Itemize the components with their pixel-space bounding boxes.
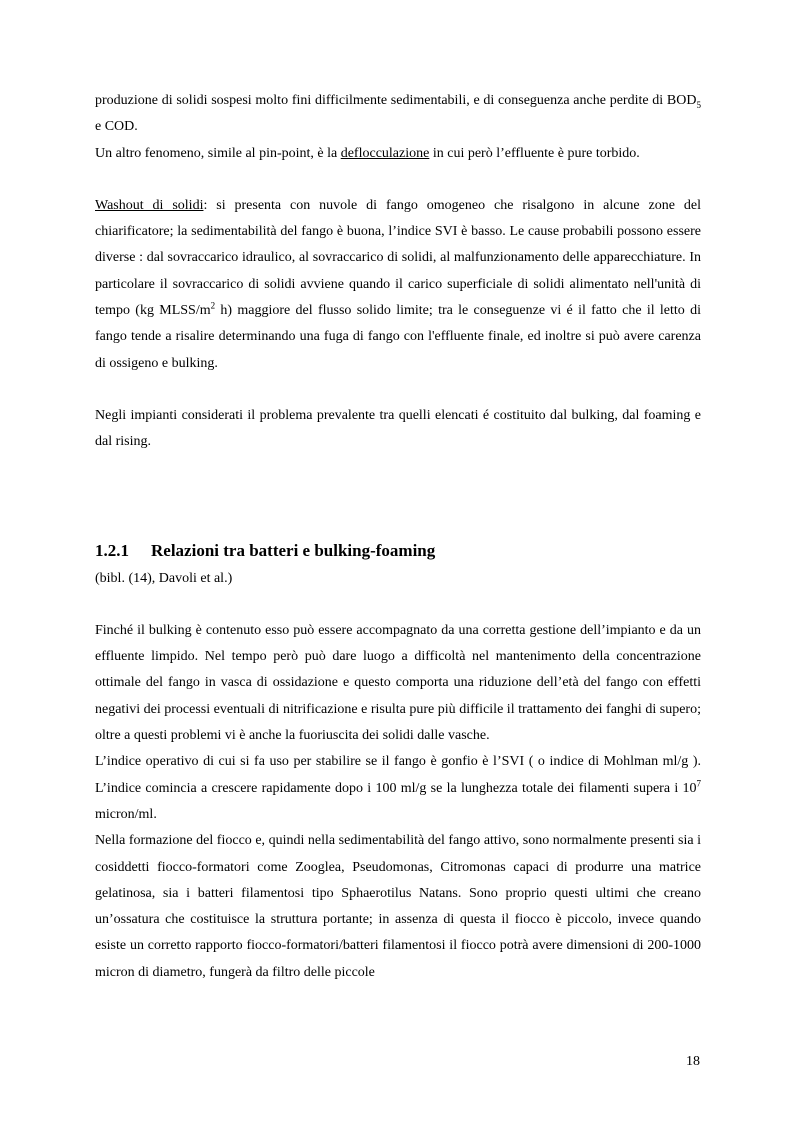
spacer — [95, 167, 701, 193]
term-deflocculazione: deflocculazione — [340, 145, 430, 161]
section-heading — [95, 536, 701, 566]
paragraph-svi: L’indice operativo di cui si fa uso per stabilire se il fango è gonfio è l’SVI ( o indice di Mohlman ml/g ). L’indice comincia a crescere rapidamente dopo i 100 ml/g se la lunghezza totale dei filamenti supera i $10^7$ micron/ml. — [95, 754, 701, 822]
document-page — [95, 88, 701, 986]
page-number: 18 — [686, 1054, 700, 1069]
spacer — [95, 592, 701, 618]
spacer — [95, 456, 701, 536]
paragraph-fiocco: Nella formazione del fiocco e, quindi nella sedimentabilità del fango attivo, sono normalmente presenti sia i cosiddetti fiocco-formatori come Zooglea, Pseudomonas, Citromonas capaci di produrre una matrice gelatinosa, sia i batteri filamentosi tipo Sphaerotilus Natans. Sono proprio questi ultimi che creano un’ossatura che costituisce la struttura portante; in assenza di questa il fiocco è piccolo, invece quando esiste un corretto rapporto fiocco-formatori/batteri filamentosi il fiocco potrà avere dimensioni di 200-1000 micron di diametro, fungerà da filtro delle piccole — [95, 833, 701, 980]
section-number: 1.2.1 — [95, 540, 129, 560]
section-reference: (bibl. (14), Davoli et al.) — [95, 570, 233, 586]
paragraph-bulking: Finché il bulking è contenuto esso può essere accompagnato da una corretta gestione dell’impianto e da un effluente limpido. Nel tempo però può dare luogo a difficoltà nel mantenimento della concentrazione ottimale del fango in vasca di ossidazione e questo comporta una riduzione dell’età del fango con effetti negativi dei processi eventuali di nitrificazione e risulta pure più difficile il trattamento dei fanghi di supero; oltre a questi problemi vi è anche la fuoriuscita dei solidi dalle vasche. — [95, 622, 701, 744]
term-washout: Washout di solidi — [95, 197, 204, 213]
paragraph-continuation: produzione di solidi sospesi molto fini difficilmente sedimentabili, e di conseguenza anche perdite di $BOD_5$ e COD. — [95, 93, 701, 135]
spacer — [95, 377, 701, 403]
paragraph-washout: Washout di solidi: si presenta con nuvole di fango omogeneo che risalgono in alcune zone del chiarificatore; la sedimentabilità del fango è buona, l’indice SVI è basso. Le cause probabili possono essere diverse : dal sovraccarico idraulico, al sovraccarico di solidi, al malfunzionamento delle apparecchiature. In particolare il sovraccarico di solidi avviene quando il carico superficiale di solidi alimentato nell'unità di tempo (kg MLSS/$m^2$ h) maggiore del flusso solido limite; tra le conseguenze vi é il fatto che il letto di fango tende a risalire determinando una fuga di fango con l'effluente finale, ed inoltre si può avere carenza di ossigeno e bulking. — [95, 197, 701, 371]
section-title: Relazioni tra batteri e bulking-foaming — [151, 540, 436, 560]
paragraph-deflocculazione: Un altro fenomeno, simile al pin-point, è la deflocculazione in cui però l’effluente è pure torbido. — [95, 145, 640, 161]
paragraph-summary: Negli impianti considerati il problema prevalente tra quelli elencati é costituito dal bulking, dal foaming e dal rising. — [95, 407, 701, 450]
